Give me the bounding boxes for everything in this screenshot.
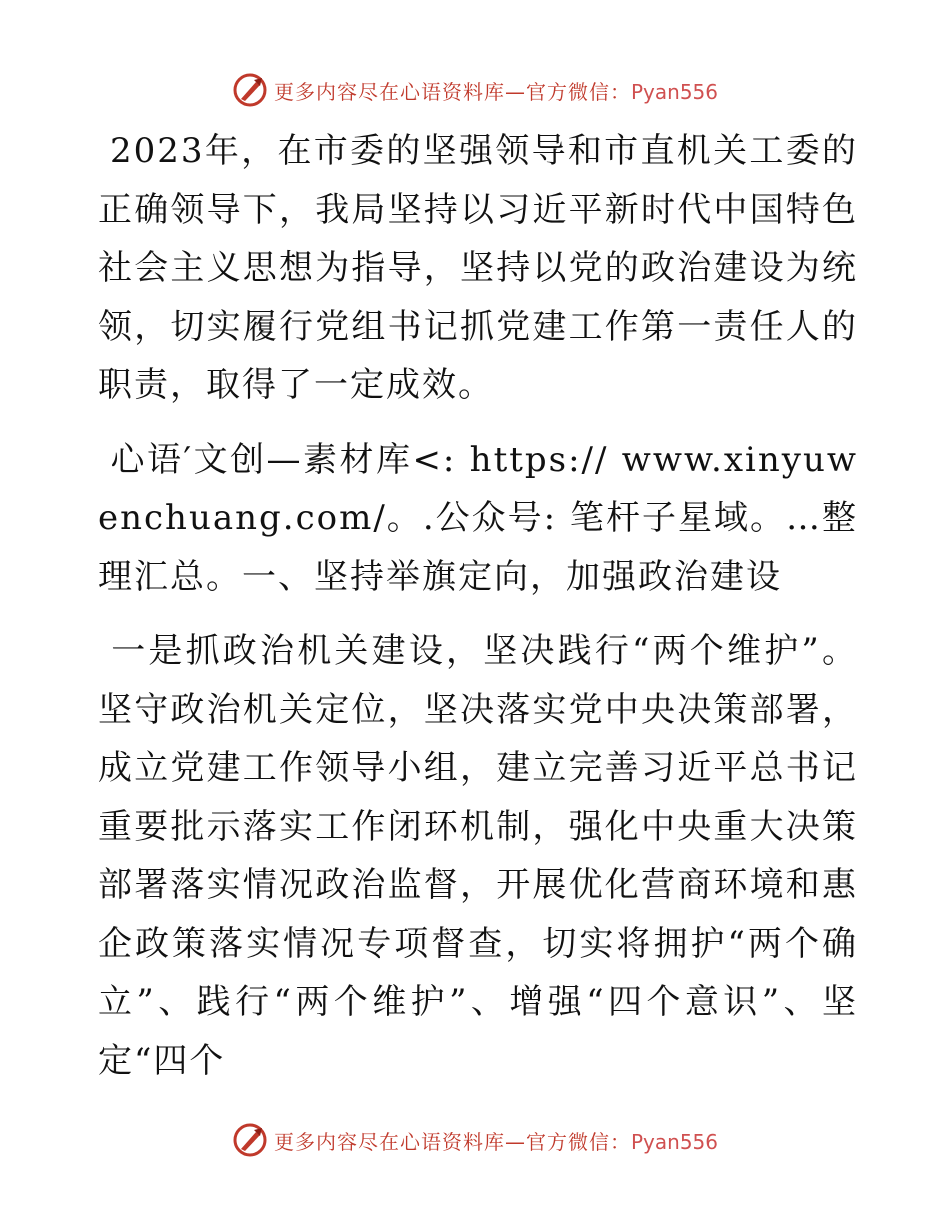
quill-pen-logo-icon	[232, 72, 268, 108]
header-watermark	[0, 70, 950, 110]
paragraph-2: 心语′文创—素材库<: https:// www.xinyuwenchuang.com/。.公众号: 笔杆子星域。…整理汇总。一、坚持举旗定向，加强政治建设	[98, 439, 858, 597]
footer-watermark	[0, 1120, 950, 1160]
watermark-text: 更多内容尽在心语资料库—官方微信：Pyan556	[273, 1129, 718, 1154]
watermark-wechat-id: Pyan556	[630, 79, 718, 104]
document-body	[98, 122, 858, 1090]
paragraph-1: 2023年，在市委的坚强领导和市直机关工委的正确领导下，我局坚持以习近平新时代中国特色社会主义思想为指导，坚持以党的政治建设为统领，切实履行党组书记抓党建工作第一责任人的职责，取得了一定成效。	[98, 131, 858, 405]
paragraph-3: 一是抓政治机关建设，坚决践行“两个维护”。坚守政治机关定位，坚决落实党中央决策部署，成立党建工作领导小组，建立完善习近平总书记重要批示落实工作闭环机制，强化中央重大决策部署落实情况政治监督，开展优化营商环境和惠企政策落实情况专项督查，切实将拥护“两个确立”、践行“两个维护”、增强“四个意识”、坚定“四个	[98, 631, 858, 1081]
watermark-wechat-id: Pyan556	[630, 1129, 718, 1154]
watermark-text: 更多内容尽在心语资料库—官方微信：Pyan556	[273, 79, 718, 104]
quill-pen-logo-icon	[232, 1122, 268, 1158]
